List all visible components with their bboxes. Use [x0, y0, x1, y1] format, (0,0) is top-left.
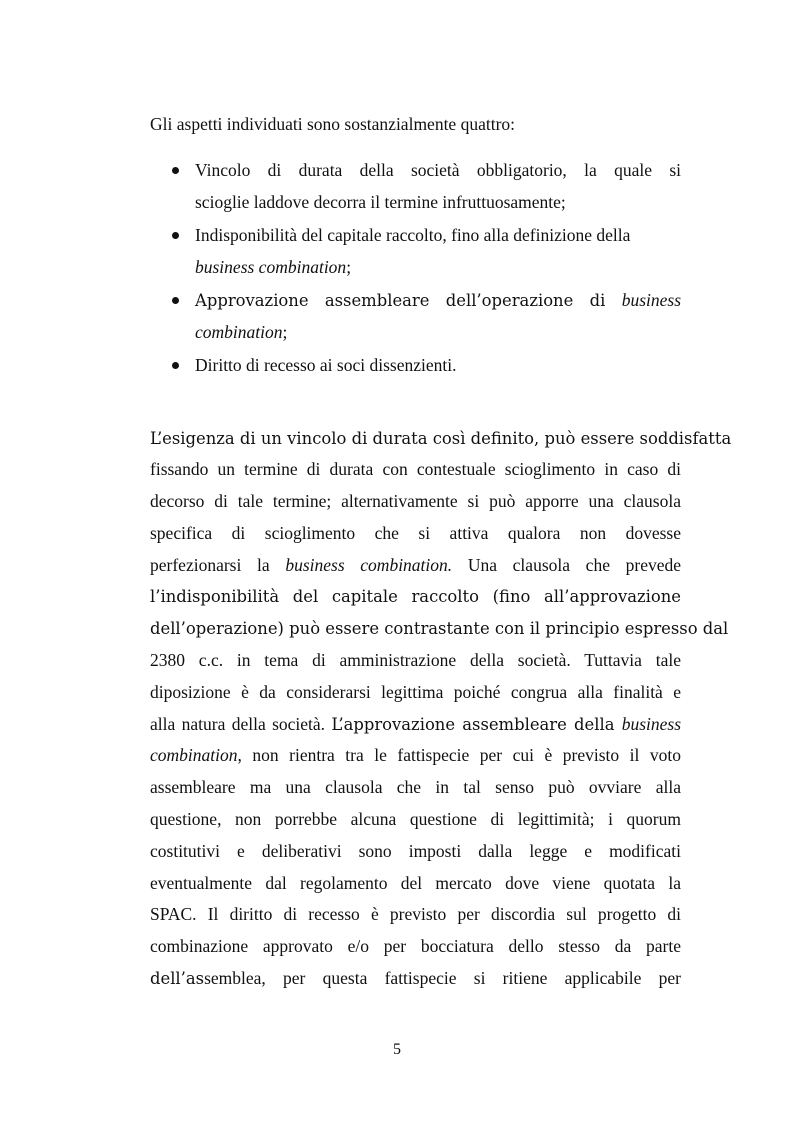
list-item: [150, 220, 681, 283]
bullet-text: Vincolo di durata della società obbligatorio, la quale si scioglie laddove decorra il termine infruttuosamente;: [195, 160, 681, 212]
paragraph-line: dell’operazione) può essere contrastante con il principio espresso dal: [150, 619, 729, 639]
paragraph-line: eventualmente dal regolamento del mercato dove viene quotata la: [150, 872, 681, 893]
paragraph-line: costitutivi e deliberativi sono imposti dalla legge e modificati: [150, 840, 681, 861]
paragraph-line: assembleare ma una clausola che in tal senso può ovviare alla: [150, 777, 681, 798]
paragraph-line: L’esigenza di un vincolo di durata così definito, può essere soddisfatta: [150, 428, 732, 448]
bullet-text: Indisponibilità del capitale raccolto, fino alla definizione della business combination;: [195, 225, 631, 277]
paragraph-line: l’indisponibilità del capitale raccolto (fino all’approvazione: [150, 587, 681, 607]
paragraph-line: fissando un termine di durata con contestuale scioglimento in caso di: [150, 459, 681, 480]
paragraph-line: 2380 c.c. in tema di amministrazione della società. Tuttavia tale: [150, 650, 681, 671]
paragraph-line: diposizione è da considerarsi legittima poiché congrua alla finalità e: [150, 681, 681, 702]
bullet-text: Diritto di recesso ai soci dissenzienti.: [195, 355, 457, 375]
body-paragraph: [150, 423, 732, 995]
bullet-icon: [172, 232, 179, 239]
bullet-list: [150, 155, 681, 382]
bullet-icon: [172, 362, 179, 369]
paragraph-line: alla natura della società. L’approvazione assembleare della business: [150, 713, 681, 734]
paragraph-line: combinazione approvato e/o per bocciatura dello stesso da parte: [150, 936, 681, 957]
paragraph-line: decorso di tale termine; alternativamente si può apporre una clausola: [150, 491, 681, 512]
intro-sentence: Gli aspetti individuati sono sostanzialmente quattro:: [150, 114, 516, 134]
bullet-icon: [172, 167, 179, 174]
bullet-icon: [172, 297, 179, 304]
list-item: [150, 285, 681, 348]
paragraph-line: specifica di scioglimento che si attiva qualora non dovesse: [150, 522, 681, 543]
list-item: [150, 155, 681, 218]
paragraph-line: SPAC. Il diritto di recesso è previsto per discordia sul progetto di: [150, 904, 681, 925]
document-page: [150, 107, 732, 995]
list-item: [150, 350, 681, 382]
bullet-text: Approvazione assembleare dell’operazione di business combination;: [195, 290, 681, 342]
paragraph-line: combination, non rientra tra le fattispecie per cui è previsto il voto: [150, 745, 681, 766]
paragraph-line: dell’assemblea, per questa fattispecie si ritiene applicabile per: [150, 968, 681, 989]
paragraph-line: perfezionarsi la business combination. Una clausola che prevede: [150, 554, 682, 575]
paragraph-line: questione, non porrebbe alcuna questione di legittimità; i quorum: [150, 809, 681, 830]
page-number: 5: [393, 1041, 401, 1058]
